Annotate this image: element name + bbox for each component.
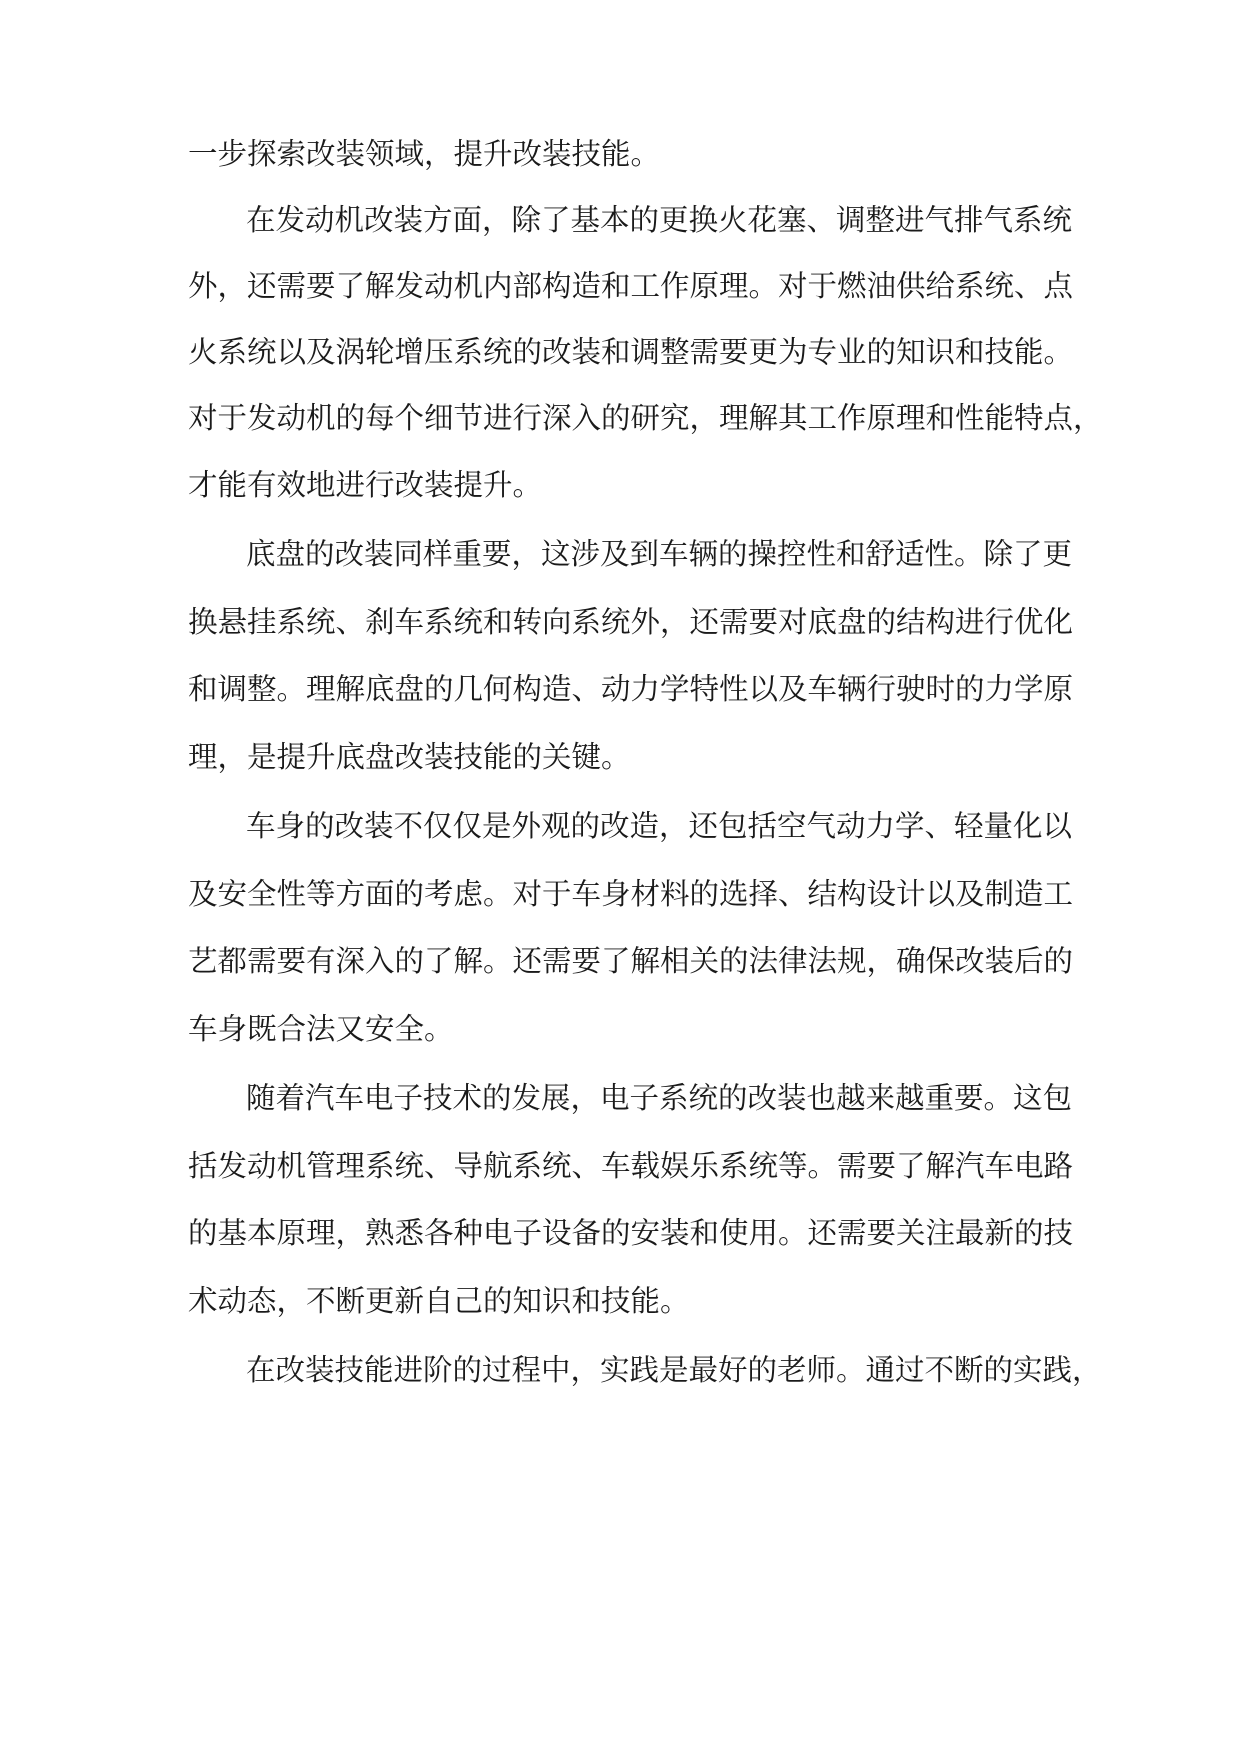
text-line: 才能有效地进行改装提升。 — [188, 468, 543, 502]
text-line: 艺都需要有深入的了解。还需要了解相关的法律法规，确保改装后的 — [188, 944, 1074, 978]
text-line: 和调整。理解底盘的几何构造、动力学特性以及车辆行驶时的力学原 — [188, 672, 1074, 706]
paragraph-first-line: 在发动机改装方面，除了基本的更换火花塞、调整进气排气系统 — [246, 203, 1073, 237]
text-line: 的基本原理，熟悉各种电子设备的安装和使用。还需要关注最新的技 — [188, 1216, 1074, 1250]
paragraph-first-line: 随着汽车电子技术的发展，电子系统的改装也越来越重要。这包 — [246, 1081, 1073, 1115]
text-line: 换悬挂系统、刹车系统和转向系统外，还需要对底盘的结构进行优化 — [188, 605, 1074, 639]
text-line: 术动态，不断更新自己的知识和技能。 — [188, 1284, 690, 1318]
paragraph-first-line: 底盘的改装同样重要，这涉及到车辆的操控性和舒适性。除了更 — [246, 537, 1073, 571]
text-line: 车身既合法又安全。 — [188, 1012, 454, 1046]
text-line: 括发动机管理系统、导航系统、车载娱乐系统等。需要了解汽车电路 — [188, 1149, 1074, 1183]
paragraph-first-line: 车身的改装不仅仅是外观的改造，还包括空气动力学、轻量化以 — [246, 809, 1073, 843]
text-line: 外，还需要了解发动机内部构造和工作原理。对于燃油供给系统、点 — [188, 269, 1074, 303]
text-line: 理，是提升底盘改装技能的关键。 — [188, 740, 631, 774]
paragraph-first-line: 在改装技能进阶的过程中，实践是最好的老师。通过不断的实践， — [246, 1353, 1102, 1387]
text-line: 及安全性等方面的考虑。对于车身材料的选择、结构设计以及制造工 — [188, 877, 1074, 911]
text-line: 一步探索改装领域，提升改装技能。 — [188, 137, 661, 171]
text-line: 火系统以及涡轮增压系统的改装和调整需要更为专业的知识和技能。 — [188, 335, 1074, 369]
text-line: 对于发动机的每个细节进行深入的研究，理解其工作原理和性能特点， — [188, 401, 1103, 435]
